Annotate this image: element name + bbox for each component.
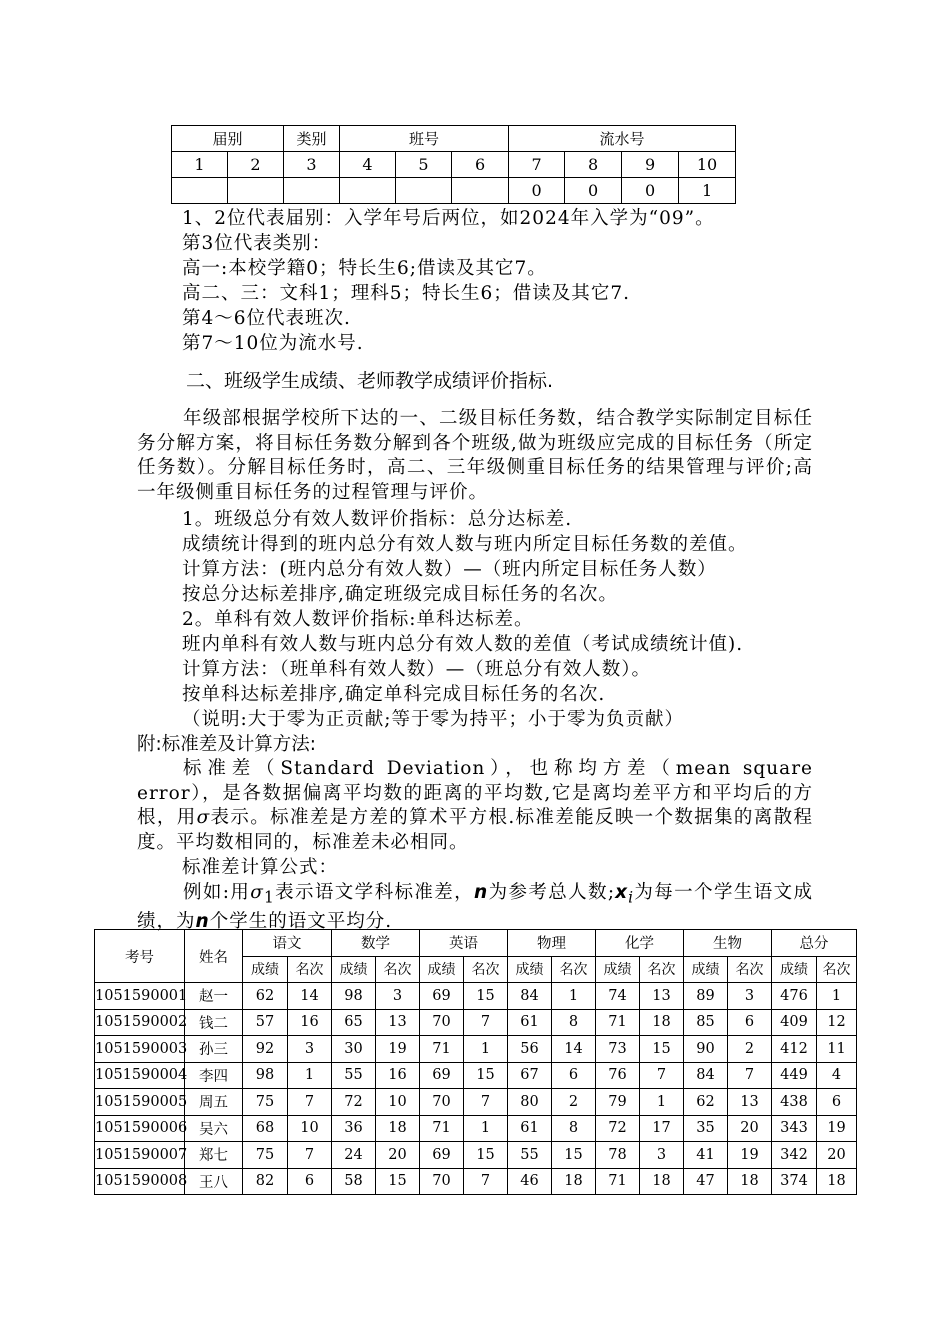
subject-header: 化学 bbox=[596, 930, 684, 957]
exam-id-cell: 1051590007 bbox=[95, 1142, 185, 1169]
score-cell: 16 bbox=[288, 1009, 332, 1036]
score-cell: 56 bbox=[508, 1036, 552, 1063]
score-cell: 412 bbox=[772, 1036, 817, 1063]
rank-subheader: 名次 bbox=[288, 956, 332, 983]
score-cell: 2 bbox=[728, 1036, 772, 1063]
table-row bbox=[95, 1009, 857, 1036]
score-subheader: 成绩 bbox=[684, 956, 728, 983]
score-cell: 1 bbox=[288, 1062, 332, 1089]
score-cell: 7 bbox=[464, 1089, 508, 1116]
score-cell: 7 bbox=[464, 1009, 508, 1036]
score-cell: 13 bbox=[728, 1089, 772, 1116]
rank-subheader: 名次 bbox=[552, 956, 596, 983]
score-cell: 15 bbox=[464, 983, 508, 1010]
score-cell: 73 bbox=[596, 1036, 640, 1063]
code-position-cell: 3 bbox=[284, 152, 340, 178]
score-cell: 61 bbox=[508, 1009, 552, 1036]
score-cell: 72 bbox=[332, 1089, 376, 1116]
subject-header: 英语 bbox=[420, 930, 508, 957]
indicator-line: 计算方法：(班内总分有效人数）—（班内所定目标任务人数） bbox=[182, 559, 717, 580]
score-cell: 13 bbox=[640, 983, 684, 1010]
score-cell: 3 bbox=[640, 1142, 684, 1169]
score-cell: 90 bbox=[684, 1036, 728, 1063]
code-position-cell: 8 bbox=[565, 152, 622, 178]
score-cell: 71 bbox=[596, 1009, 640, 1036]
example-text: 为参考总人数; bbox=[488, 882, 616, 903]
score-cell: 10 bbox=[288, 1115, 332, 1142]
score-cell: 69 bbox=[420, 1142, 464, 1169]
score-cell: 6 bbox=[552, 1062, 596, 1089]
header-serial-number: 流水号 bbox=[509, 126, 736, 152]
code-position-cell: 2 bbox=[228, 152, 284, 178]
code-sample-cell: 0 bbox=[565, 178, 622, 204]
table-row bbox=[95, 1168, 857, 1195]
score-cell: 6 bbox=[817, 1089, 857, 1116]
score-subheader: 成绩 bbox=[772, 956, 817, 983]
appendix-title: 附:标准差及计算方法: bbox=[137, 734, 316, 755]
score-cell: 18 bbox=[552, 1168, 596, 1195]
indicator-note: （说明:大于零为正贡献;等于零为持平；小于零为负贡献） bbox=[182, 709, 684, 730]
score-cell: 17 bbox=[640, 1115, 684, 1142]
score-cell: 10 bbox=[376, 1089, 420, 1116]
score-cell: 70 bbox=[420, 1168, 464, 1195]
score-cell: 74 bbox=[596, 983, 640, 1010]
code-position-cell: 10 bbox=[679, 152, 736, 178]
score-cell: 69 bbox=[420, 983, 464, 1010]
subject-header: 生物 bbox=[684, 930, 772, 957]
code-sample-cell: 1 bbox=[679, 178, 736, 204]
score-cell: 16 bbox=[376, 1062, 420, 1089]
code-table-sample-row bbox=[172, 178, 736, 204]
n-symbol: n bbox=[474, 882, 489, 903]
exam-id-cell: 1051590005 bbox=[95, 1089, 185, 1116]
exam-id-cell: 1051590001 bbox=[95, 983, 185, 1010]
code-position-cell: 4 bbox=[340, 152, 396, 178]
student-name-cell: 王八 bbox=[185, 1168, 243, 1195]
x-subscript: i bbox=[628, 888, 635, 907]
example-text: 个学生的语文平均分. bbox=[209, 911, 393, 933]
score-cell: 20 bbox=[728, 1115, 772, 1142]
score-subheader: 成绩 bbox=[420, 956, 464, 983]
code-sample-cell bbox=[228, 178, 284, 204]
score-cell: 14 bbox=[552, 1036, 596, 1063]
score-cell: 13 bbox=[376, 1009, 420, 1036]
score-cell: 7 bbox=[288, 1142, 332, 1169]
score-cell: 46 bbox=[508, 1168, 552, 1195]
indicator-line: 2。单科有效人数评价指标:单科达标差。 bbox=[182, 609, 534, 630]
student-name-cell: 郑七 bbox=[185, 1142, 243, 1169]
score-cell: 65 bbox=[332, 1009, 376, 1036]
code-sample-cell: 0 bbox=[622, 178, 679, 204]
header-class-number: 班号 bbox=[340, 126, 509, 152]
score-cell: 70 bbox=[420, 1089, 464, 1116]
score-cell: 1 bbox=[817, 983, 857, 1010]
score-cell: 62 bbox=[684, 1089, 728, 1116]
student-name-cell: 孙三 bbox=[185, 1036, 243, 1063]
example-text: 表示语文学科标准差， bbox=[274, 882, 475, 903]
indicator-line: 1。班级总分有效人数评价指标：总分达标差. bbox=[182, 509, 573, 530]
header-student-name: 姓名 bbox=[185, 930, 243, 983]
score-cell: 89 bbox=[684, 983, 728, 1010]
score-cell: 7 bbox=[640, 1062, 684, 1089]
score-cell: 82 bbox=[243, 1168, 288, 1195]
score-cell: 14 bbox=[288, 983, 332, 1010]
indicator-line: 计算方法：（班单科有效人数）—（班总分有效人数）。 bbox=[182, 659, 652, 680]
table-row bbox=[95, 983, 857, 1010]
score-cell: 55 bbox=[332, 1062, 376, 1089]
code-sample-cell: 0 bbox=[509, 178, 565, 204]
score-subheader: 成绩 bbox=[332, 956, 376, 983]
score-cell: 6 bbox=[288, 1168, 332, 1195]
score-cell: 1 bbox=[464, 1115, 508, 1142]
score-cell: 19 bbox=[817, 1115, 857, 1142]
sigma-subscript: 1 bbox=[263, 888, 275, 907]
score-subheader: 成绩 bbox=[243, 956, 288, 983]
code-position-cell: 9 bbox=[622, 152, 679, 178]
score-cell: 343 bbox=[772, 1115, 817, 1142]
rank-subheader: 名次 bbox=[640, 956, 684, 983]
code-sample-cell bbox=[284, 178, 340, 204]
code-note-line: 1、2位代表届别：入学年号后两位，如2024年入学为“09”。 bbox=[182, 208, 715, 229]
header-exam-id: 考号 bbox=[95, 930, 185, 983]
score-cell: 2 bbox=[552, 1089, 596, 1116]
example-text: 例如:用 bbox=[183, 882, 251, 903]
score-cell: 15 bbox=[640, 1036, 684, 1063]
score-cell: 75 bbox=[243, 1142, 288, 1169]
score-cell: 71 bbox=[420, 1036, 464, 1063]
score-cell: 7 bbox=[288, 1089, 332, 1116]
score-cell: 7 bbox=[464, 1168, 508, 1195]
intro-paragraph: 年级部根据学校所下达的一、二级目标任务数，结合教学实际制定目标任务分解方案，将目标任务数分解到各个班级,做为班级应完成的目标任务（所定任务数）。分解目标任务时，高二、三年级侧重目标任务的结果管理与评价;高一年级侧重目标任务的过程管理与评价。 bbox=[137, 408, 813, 503]
score-cell: 1 bbox=[552, 983, 596, 1010]
header-category: 类别 bbox=[284, 126, 340, 152]
rank-subheader: 名次 bbox=[376, 956, 420, 983]
table-row bbox=[95, 1089, 857, 1116]
score-cell: 67 bbox=[508, 1062, 552, 1089]
student-name-cell: 钱二 bbox=[185, 1009, 243, 1036]
x-symbol: x bbox=[615, 882, 629, 903]
student-id-code-table bbox=[171, 125, 736, 204]
table-row bbox=[95, 1142, 857, 1169]
example-paragraph bbox=[137, 881, 813, 935]
exam-id-cell: 1051590006 bbox=[95, 1115, 185, 1142]
code-table-position-row bbox=[172, 152, 736, 178]
example-text: 为每一个学生语文成绩，为 bbox=[137, 882, 814, 933]
score-cell: 98 bbox=[332, 983, 376, 1010]
score-cell: 68 bbox=[243, 1115, 288, 1142]
score-cell: 36 bbox=[332, 1115, 376, 1142]
exam-id-cell: 1051590004 bbox=[95, 1062, 185, 1089]
score-cell: 438 bbox=[772, 1089, 817, 1116]
exam-id-cell: 1051590002 bbox=[95, 1009, 185, 1036]
score-subheader: 成绩 bbox=[508, 956, 552, 983]
code-table-header-row bbox=[172, 126, 736, 152]
score-cell: 449 bbox=[772, 1062, 817, 1089]
std-text-part2: 表示。标准差是方差的算术平方根.标准差能反映一个数据集的离散程度。平均数相同的，标准差未必相同。 bbox=[137, 807, 813, 853]
score-cell: 41 bbox=[684, 1142, 728, 1169]
score-cell: 342 bbox=[772, 1142, 817, 1169]
score-cell: 6 bbox=[728, 1009, 772, 1036]
score-cell: 374 bbox=[772, 1168, 817, 1195]
subject-header: 语文 bbox=[243, 930, 332, 957]
score-cell: 57 bbox=[243, 1009, 288, 1036]
score-cell: 15 bbox=[376, 1168, 420, 1195]
score-cell: 84 bbox=[508, 983, 552, 1010]
score-cell: 55 bbox=[508, 1142, 552, 1169]
score-table-subject-row bbox=[95, 930, 857, 957]
score-cell: 3 bbox=[376, 983, 420, 1010]
score-cell: 80 bbox=[508, 1089, 552, 1116]
score-cell: 18 bbox=[640, 1168, 684, 1195]
student-name-cell: 吴六 bbox=[185, 1115, 243, 1142]
score-cell: 19 bbox=[728, 1142, 772, 1169]
score-cell: 3 bbox=[288, 1036, 332, 1063]
score-cell: 7 bbox=[728, 1062, 772, 1089]
score-cell: 20 bbox=[376, 1142, 420, 1169]
score-cell: 8 bbox=[552, 1115, 596, 1142]
score-cell: 18 bbox=[728, 1168, 772, 1195]
code-position-cell: 6 bbox=[452, 152, 509, 178]
indicator-line: 按单科达标差排序,确定单科完成目标任务的名次. bbox=[182, 684, 606, 705]
code-sample-cell bbox=[172, 178, 228, 204]
score-cell: 58 bbox=[332, 1168, 376, 1195]
score-cell: 1 bbox=[464, 1036, 508, 1063]
code-note-line: 第3位代表类别： bbox=[182, 233, 332, 254]
score-table-body bbox=[95, 983, 857, 1195]
code-sample-cell bbox=[452, 178, 509, 204]
code-sample-cell bbox=[340, 178, 396, 204]
score-cell: 71 bbox=[596, 1168, 640, 1195]
score-cell: 18 bbox=[640, 1009, 684, 1036]
rank-subheader: 名次 bbox=[464, 956, 508, 983]
score-cell: 92 bbox=[243, 1036, 288, 1063]
sigma-symbol: σ bbox=[250, 882, 264, 903]
score-table bbox=[94, 929, 857, 1195]
code-note-line: 高二、三：文科1；理科5；特长生6；借读及其它7. bbox=[182, 283, 630, 304]
table-row bbox=[95, 1036, 857, 1063]
indicator-line: 班内单科有效人数与班内总分有效人数的差值（考试成绩统计值). bbox=[182, 634, 744, 655]
score-cell: 98 bbox=[243, 1062, 288, 1089]
score-cell: 476 bbox=[772, 983, 817, 1010]
score-cell: 78 bbox=[596, 1142, 640, 1169]
score-cell: 15 bbox=[552, 1142, 596, 1169]
table-row bbox=[95, 1062, 857, 1089]
score-cell: 62 bbox=[243, 983, 288, 1010]
code-sample-cell bbox=[396, 178, 452, 204]
exam-id-cell: 1051590008 bbox=[95, 1168, 185, 1195]
score-cell: 4 bbox=[817, 1062, 857, 1089]
score-cell: 11 bbox=[817, 1036, 857, 1063]
score-cell: 85 bbox=[684, 1009, 728, 1036]
score-cell: 18 bbox=[817, 1168, 857, 1195]
rank-subheader: 名次 bbox=[728, 956, 772, 983]
n-symbol: n bbox=[195, 911, 210, 933]
score-cell: 15 bbox=[464, 1142, 508, 1169]
score-cell: 409 bbox=[772, 1009, 817, 1036]
subject-header: 物理 bbox=[508, 930, 596, 957]
score-subheader: 成绩 bbox=[596, 956, 640, 983]
std-text-part1: 标准差（Standard Deviation），也称均方差（mean square error），是各数据偏离平均数的距离的平均数,它是离均差平方和平均后的方根，用 bbox=[137, 758, 813, 828]
score-cell: 35 bbox=[684, 1115, 728, 1142]
code-position-cell: 7 bbox=[509, 152, 565, 178]
code-position-cell: 5 bbox=[396, 152, 452, 178]
formula-label: 标准差计算公式： bbox=[182, 857, 339, 878]
subject-header: 数学 bbox=[332, 930, 420, 957]
score-cell: 47 bbox=[684, 1168, 728, 1195]
section-title: 二、班级学生成绩、老师教学成绩评价指标. bbox=[186, 370, 554, 392]
score-cell: 19 bbox=[376, 1036, 420, 1063]
code-position-cell: 1 bbox=[172, 152, 228, 178]
score-cell: 61 bbox=[508, 1115, 552, 1142]
score-cell: 15 bbox=[464, 1062, 508, 1089]
score-cell: 20 bbox=[817, 1142, 857, 1169]
indicator-line: 按总分达标差排序,确定班级完成目标任务的名次。 bbox=[182, 584, 618, 605]
code-note-line: 第7～10位为流水号. bbox=[182, 333, 364, 354]
code-note-line: 高一:本校学籍0；特长生6;借读及其它7。 bbox=[182, 258, 547, 279]
student-name-cell: 周五 bbox=[185, 1089, 243, 1116]
score-cell: 84 bbox=[684, 1062, 728, 1089]
indicator-line: 成绩统计得到的班内总分有效人数与班内所定目标任务数的差值。 bbox=[182, 534, 748, 555]
header-cohort: 届别 bbox=[172, 126, 284, 152]
score-cell: 79 bbox=[596, 1089, 640, 1116]
code-note-line: 第4～6位代表班次. bbox=[182, 308, 351, 329]
score-cell: 76 bbox=[596, 1062, 640, 1089]
rank-subheader: 名次 bbox=[817, 956, 857, 983]
score-cell: 30 bbox=[332, 1036, 376, 1063]
score-cell: 72 bbox=[596, 1115, 640, 1142]
score-cell: 71 bbox=[420, 1115, 464, 1142]
score-cell: 8 bbox=[552, 1009, 596, 1036]
exam-id-cell: 1051590003 bbox=[95, 1036, 185, 1063]
score-cell: 3 bbox=[728, 983, 772, 1010]
student-name-cell: 赵一 bbox=[185, 983, 243, 1010]
subject-header: 总分 bbox=[772, 930, 857, 957]
score-cell: 1 bbox=[640, 1089, 684, 1116]
score-cell: 24 bbox=[332, 1142, 376, 1169]
score-cell: 18 bbox=[376, 1115, 420, 1142]
score-cell: 70 bbox=[420, 1009, 464, 1036]
table-row bbox=[95, 1115, 857, 1142]
sigma-symbol: σ bbox=[196, 807, 211, 828]
score-cell: 69 bbox=[420, 1062, 464, 1089]
student-name-cell: 李四 bbox=[185, 1062, 243, 1089]
score-cell: 12 bbox=[817, 1009, 857, 1036]
std-paragraph bbox=[137, 757, 813, 855]
score-cell: 75 bbox=[243, 1089, 288, 1116]
